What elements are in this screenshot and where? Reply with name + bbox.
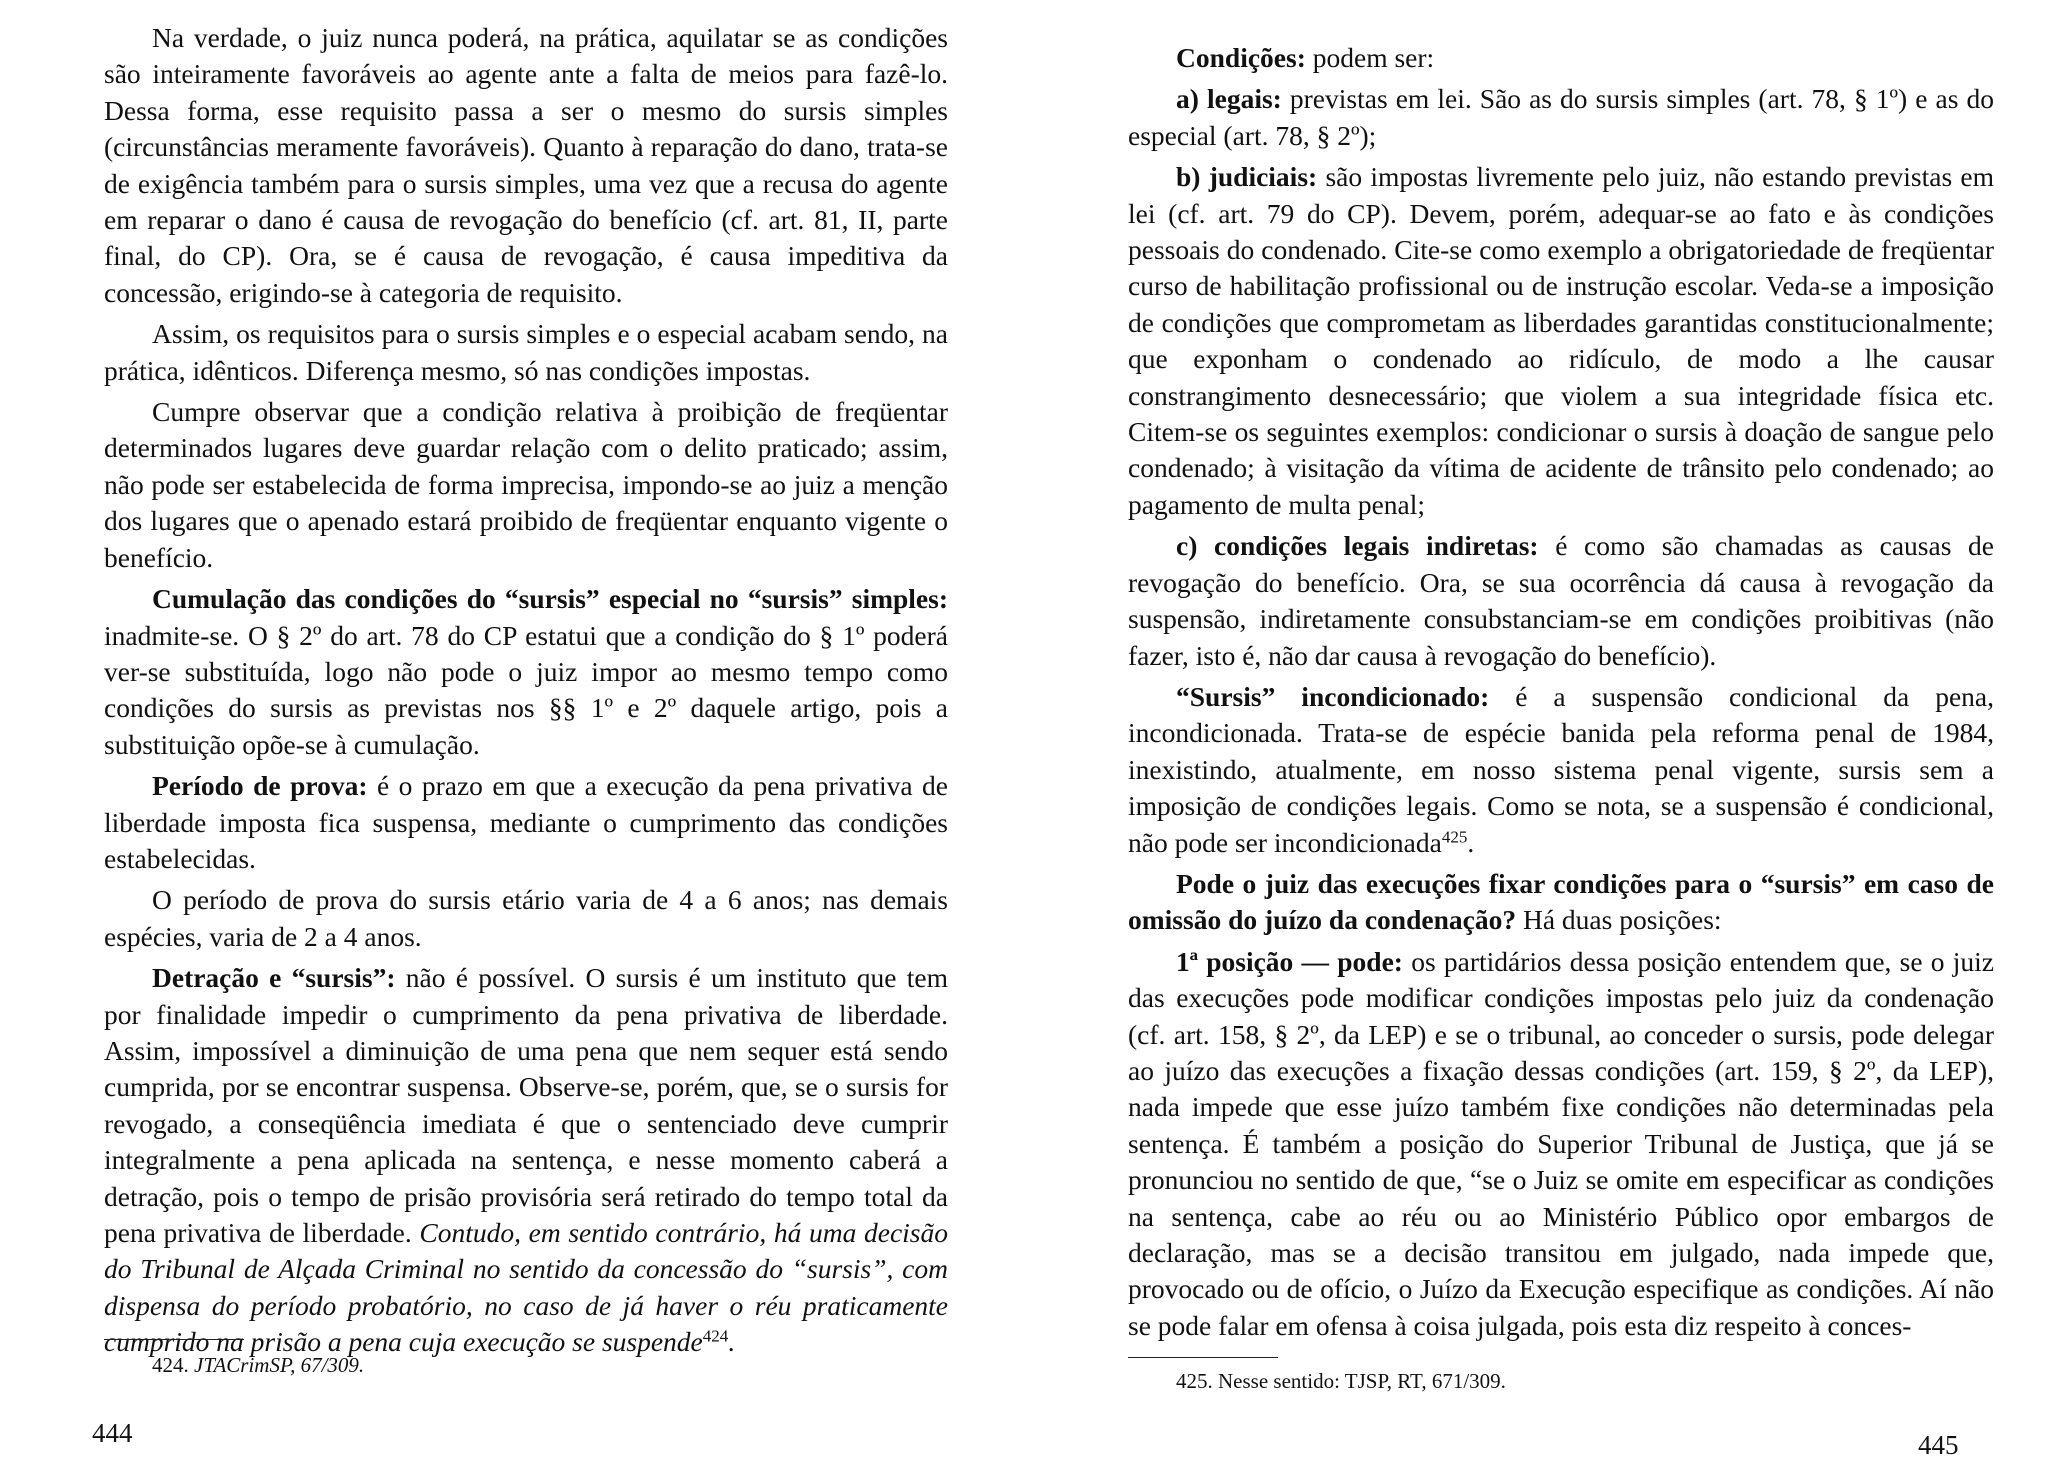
footnote-text: Nesse sentido: TJSP, RT, 671/309. — [1218, 1369, 1506, 1393]
footnote-reference: 424 — [702, 1326, 729, 1346]
paragraph: “Sursis” incondicionado: é a suspensão condicional da pena, incondicionada. Trata-se de espécie banida pela reforma penal de 1984, inexistindo, atualmente, em nosso sistema penal vigente, sursis sem a imposição de condições legais. Como se nota, se a suspensão é condicional, não pode ser incondicionada$^{425}$. — [1128, 680, 1994, 858]
footnote-reference: 425 — [1441, 827, 1468, 847]
paragraph: Assim, os requisitos para o sursis simples e o especial acabam sendo, na prática, idênticos. Diferença mesmo, só nas condições impostas. — [104, 318, 948, 386]
paragraph: b) judiciais: são impostas livremente pelo juiz, não estando previstas em lei (cf. art. 79 do CP). Devem, porém, adequar-se ao fato e às condições pessoais do condenado. Cite-se como exemplo a obrigatoriedade de freqüentar curso de habilitação profissional ou de instrução escolar. Veda-se a imposição de condições que comprometam as liberdades garantidas constitucionalmente; que exponham o condenado ao ridículo, de modo a lhe causar constrangimento desnecessário; que violem a sua integridade física etc. Citem-se os seguintes exemplos: condicionar o sursis à doação de sangue pelo condenado; à visitação da vítima de acidente de trânsito pelo condenado; ao pagamento de multa penal; — [1128, 161, 1994, 520]
footnote — [1176, 1368, 1506, 1394]
paragraph: c) condições legais indiretas: é como são chamadas as causas de revogação do benefício. Ora, se sua ocorrência dá causa à revogação da suspensão, indiretamente consubstanciam-se em condições proibitivas (não fazer, isto é, não dar causa à revogação do benefício). — [1128, 530, 1995, 671]
paragraph-heading: Pode o juiz das execuções fixar condições para o “sursis” em caso de omissão do juízo da condenação? — [1128, 867, 1994, 936]
paragraph: Cumulação das condições do “sursis” especial no “sursis” simples: inadmite-se. O § 2º do art. 78 do CP estatui que a condição do § 1º poderá ver-se substituída, logo não pode o juiz impor ao mesmo tempo como condições do sursis as previstas nos §§ 1º e 2º daquele artigo, pois a substituição opõe-se à cumulação. — [104, 583, 948, 760]
footnote-text: JTACrimSP, 67/309. — [194, 1353, 365, 1377]
footnote-number: 425. — [1176, 1369, 1213, 1393]
paragraph-heading: Detração e “sursis”: — [152, 962, 396, 994]
footnote-divider — [1128, 1357, 1278, 1358]
page-number: 445 — [1918, 1430, 1959, 1460]
paragraph: Pode o juiz das execuções fixar condições para o “sursis” em caso de omissão do juízo da condenação? Há duas posições: — [1128, 867, 1994, 936]
paragraph: Detração e “sursis”: não é possível. O sursis é um instituto que tem por finalidade impedir o cumprimento da pena privativa de liberdade. Assim, impossível a diminuição de uma pena que nem sequer está sendo cumprida, por se encontrar suspensa. Observe-se, porém, que, se o sursis for revogado, a conseqüência imediata é que o sentenciado deve cumprir integralmente a pena aplicada na sentença, e nesse momento caberá a detração, pois o tempo de prisão provisória será retirado do tempo total da pena privativa de liberdade. Contudo, em sentido contrário, há uma decisão do Tribunal de Alçada Criminal no sentido da concessão do “sursis”, com dispensa do período probatório, no caso de já haver o réu praticamente cumprido na prisão a pena cuja execução se suspende$^{424}$. — [104, 962, 948, 1358]
paragraph: Na verdade, o juiz nunca poderá, na prática, aquilatar se as condições são inteiramente favoráveis ao agente ante a falta de meios para fazê-lo. Dessa forma, esse requisito passa a ser o mesmo do sursis simples (circunstâncias meramente favoráveis). Quanto à reparação do dano, trata-se de exigência também para o sursis simples, uma vez que a recusa do agente em reparar o dano é causa de revogação do benefício (cf. art. 81, II, parte final, do CP). Ora, se é causa de revogação, é causa impeditiva da concessão, erigindo-se à categoria de requisito. — [104, 22, 948, 308]
paragraph-heading: Cumulação das condições do “sursis” especial no “sursis” simples: — [152, 583, 948, 615]
paragraph-heading: b) judiciais: — [1176, 161, 1318, 193]
paragraph-heading: a) legais: — [1176, 83, 1282, 115]
footnote-divider — [104, 1339, 244, 1340]
paragraph: 1ª posição — pode: os partidários dessa posição entendem que, se o juiz das execuções pode modificar condições impostas pelo juiz da condenação (cf. art. 158, § 2º, da LEP) e se o tribunal, ao conceder o sursis, pode delegar ao juízo das execuções a fixação dessas condições (art. 159, § 2º, da LEP), nada impede que esse juízo também fixe condições não determinadas pela sentença. É também a posição do Superior Tribunal de Justiça, que já se pronunciou no sentido de que, “se o Juiz se omite em especificar as condições na sentença, cabe ao réu ou ao Ministério Público opor embargos de declaração, mas se a decisão transitou em julgado, nada impede que, provocado ou de ofício, o Juízo da Execução especifique as condições. Aí não se pode falar em ofensa à coisa julgada, pois esta diz respeito à conces- — [1128, 945, 1994, 1341]
paragraph: a) legais: previstas em lei. São as do sursis simples (art. 78, § 1º) e as do especial (art. 78, § 2º); — [1128, 83, 1994, 151]
italic-quote: Contudo, em sentido contrário, há uma decisão do Tribunal de Alçada Criminal no sentido da concessão do “sursis”, com dispensa do período probatório, no caso de já haver o réu praticamente cumprido na prisão a pena cuja execução se suspende — [104, 1217, 948, 1358]
paragraph: O período de prova do sursis etário varia de 4 a 6 anos; nas demais espécies, varia de 2 a 4 anos. — [104, 884, 948, 952]
footnote — [152, 1352, 364, 1378]
paragraph-heading: c) condições legais indiretas: — [1176, 530, 1539, 562]
right-page-body — [1128, 40, 1994, 1344]
paragraph-heading: 1ª posição — pode: — [1176, 945, 1403, 977]
paragraph-heading: Condições: — [1176, 42, 1306, 73]
paragraph-heading: “Sursis” incondicionado: — [1176, 680, 1490, 712]
page-number: 444 — [92, 1418, 133, 1448]
right-page — [1024, 0, 2048, 1472]
paragraph: Cumpre observar que a condição relativa à proibição de freqüentar determinados lugares deve guardar relação com o delito praticado; assim, não pode ser estabelecida de forma imprecisa, impondo-se ao juiz a menção dos lugares que o apenado estará proibido de freqüentar enquanto vigente o benefício. — [104, 396, 948, 573]
paragraph: Condições: podem ser: — [1176, 42, 1435, 73]
paragraph-heading: Período de prova: — [152, 770, 368, 802]
left-page-body — [104, 20, 948, 1361]
footnote-number: 424. — [152, 1353, 189, 1377]
paragraph: Período de prova: é o prazo em que a execução da pena privativa de liberdade imposta fica suspensa, mediante o cumprimento das condições estabelecidas. — [104, 770, 948, 874]
